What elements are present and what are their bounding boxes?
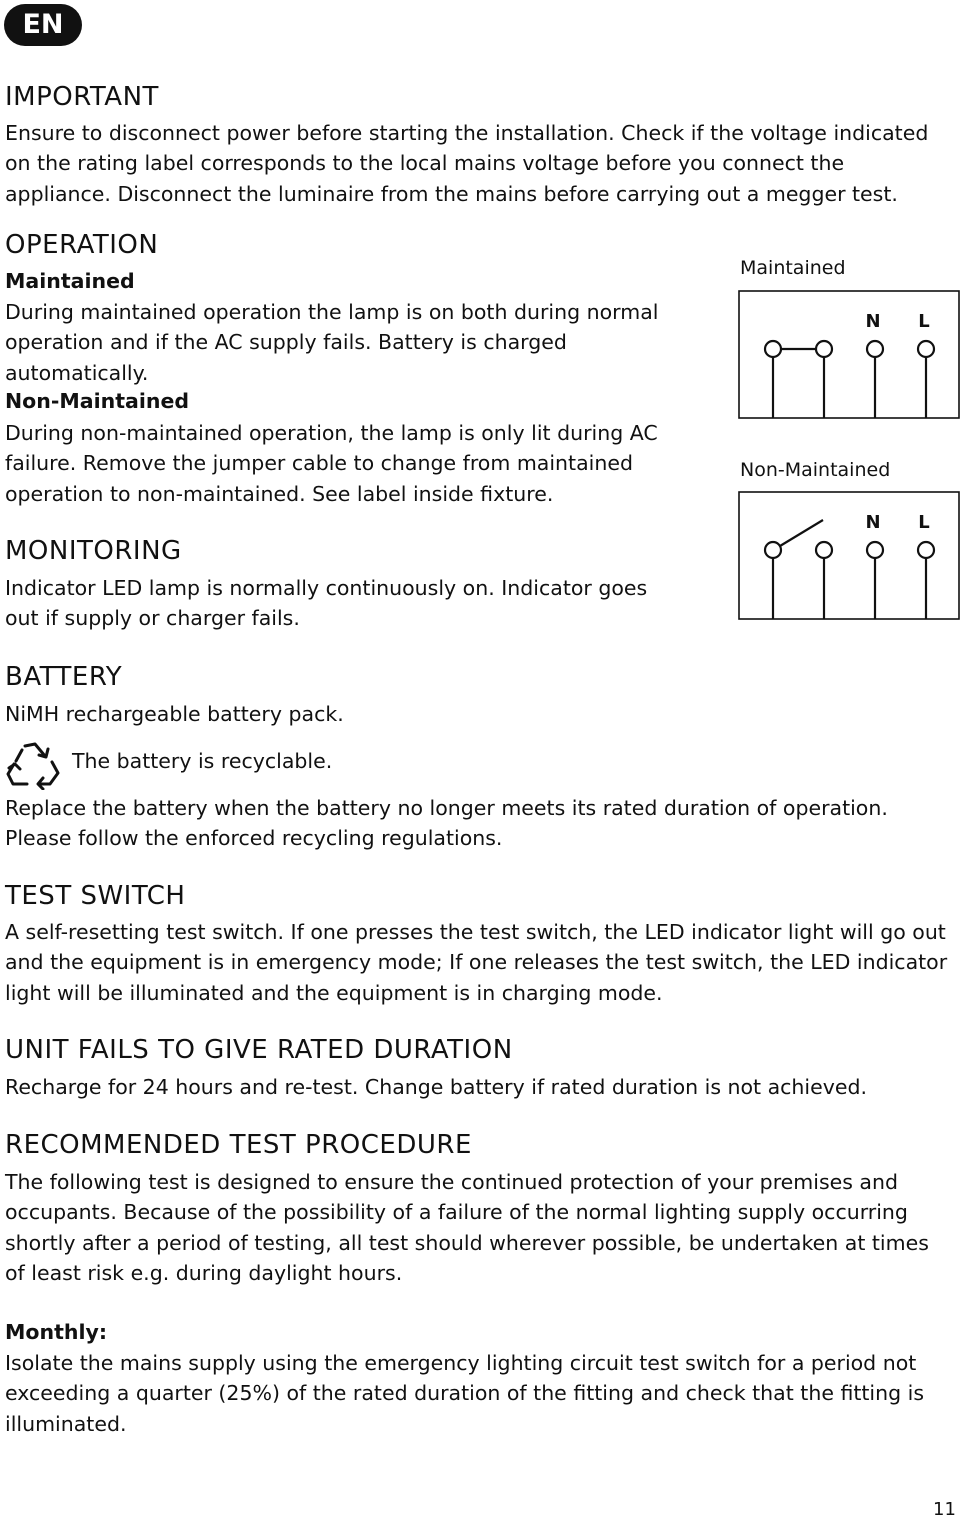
- terminal-circle: [765, 542, 781, 558]
- recommended-heading: RECOMMENDED TEST PROCEDURE: [5, 1130, 472, 1160]
- unit-fails-heading: UNIT FAILS TO GIVE RATED DURATION: [5, 1035, 513, 1065]
- non-maintained-title: Non-Maintained: [5, 389, 190, 413]
- unit-fails-text: Recharge for 24 hours and re-test. Change battery if rated duration is not achieved.: [5, 1075, 868, 1099]
- test-switch-text: A self-resetting test switch. If one presses the test switch, the LED indicator light will go out and the equipment is in emergency mode; If one releases the test switch, the LED indicator light will be illuminated and the equipment is in charging mode.: [5, 920, 948, 1005]
- maintained-terminal-n: N: [865, 311, 881, 332]
- monitoring-heading: MONITORING: [5, 536, 182, 566]
- terminal-circle: [867, 341, 883, 357]
- recycle-text: The battery is recyclable.: [72, 749, 333, 773]
- terminal-circle: [765, 341, 781, 357]
- maintained-terminal-l: L: [918, 311, 930, 332]
- language-badge: EN: [4, 4, 82, 46]
- non-maintained-wiring-diagram: [738, 491, 960, 621]
- battery-heading: BATTERY: [5, 662, 123, 692]
- non-maintained-diagram-label: Non-Maintained: [740, 459, 891, 481]
- maintained-diagram-label: Maintained: [740, 257, 846, 279]
- monthly-text: Isolate the mains supply using the emergency lighting circuit test switch for a period not exceeding a quarter (25%) of the rated duration of the fitting and check that the fitting is illuminated.: [5, 1351, 925, 1436]
- monitoring-text: Indicator LED lamp is normally continuously on. Indicator goes out if supply or charger fails.: [5, 576, 648, 631]
- operation-heading: OPERATION: [5, 230, 159, 260]
- recommended-text: The following test is designed to ensure the continued protection of your premises and occupants. Because of the possibility of a failure of the normal lighting supply occurring shortly after a period of testing, all test should wherever possible, be undertaken at times of least risk e.g. during daylight hours.: [5, 1170, 929, 1285]
- maintained-wiring-diagram: [738, 290, 960, 420]
- terminal-circle: [816, 341, 832, 357]
- recycle-icon: [5, 740, 61, 790]
- open-switch: [780, 520, 823, 546]
- important-heading: IMPORTANT: [5, 82, 159, 112]
- test-switch-heading: TEST SWITCH: [5, 881, 186, 911]
- battery-line1: NiMH rechargeable battery pack.: [5, 702, 344, 726]
- terminal-circle: [816, 542, 832, 558]
- battery-text: Replace the battery when the battery no longer meets its rated duration of operation. Please follow the enforced recycling regulations.: [5, 796, 888, 851]
- terminal-circle: [918, 341, 934, 357]
- important-text: Ensure to disconnect power before starting the installation. Check if the voltage indicated on the rating label corresponds to the local mains voltage before you connect the appliance. Disconnect the luminaire from the mains before carrying out a megger test.: [5, 121, 929, 206]
- non-maintained-terminal-n: N: [865, 512, 881, 533]
- maintained-text: During maintained operation the lamp is on both during normal operation and if the AC supply fails. Battery is charged automatically.: [5, 300, 659, 385]
- non-maintained-text: During non-maintained operation, the lamp is only lit during AC failure. Remove the jumper cable to change from maintained operation to non-maintained. See label inside fixture.: [5, 421, 658, 506]
- non-maintained-terminal-l: L: [918, 512, 930, 533]
- monthly-title: Monthly:: [5, 1320, 108, 1344]
- terminal-circle: [918, 542, 934, 558]
- terminal-circle: [867, 542, 883, 558]
- maintained-title: Maintained: [5, 269, 135, 293]
- page-number: 11: [933, 1499, 956, 1520]
